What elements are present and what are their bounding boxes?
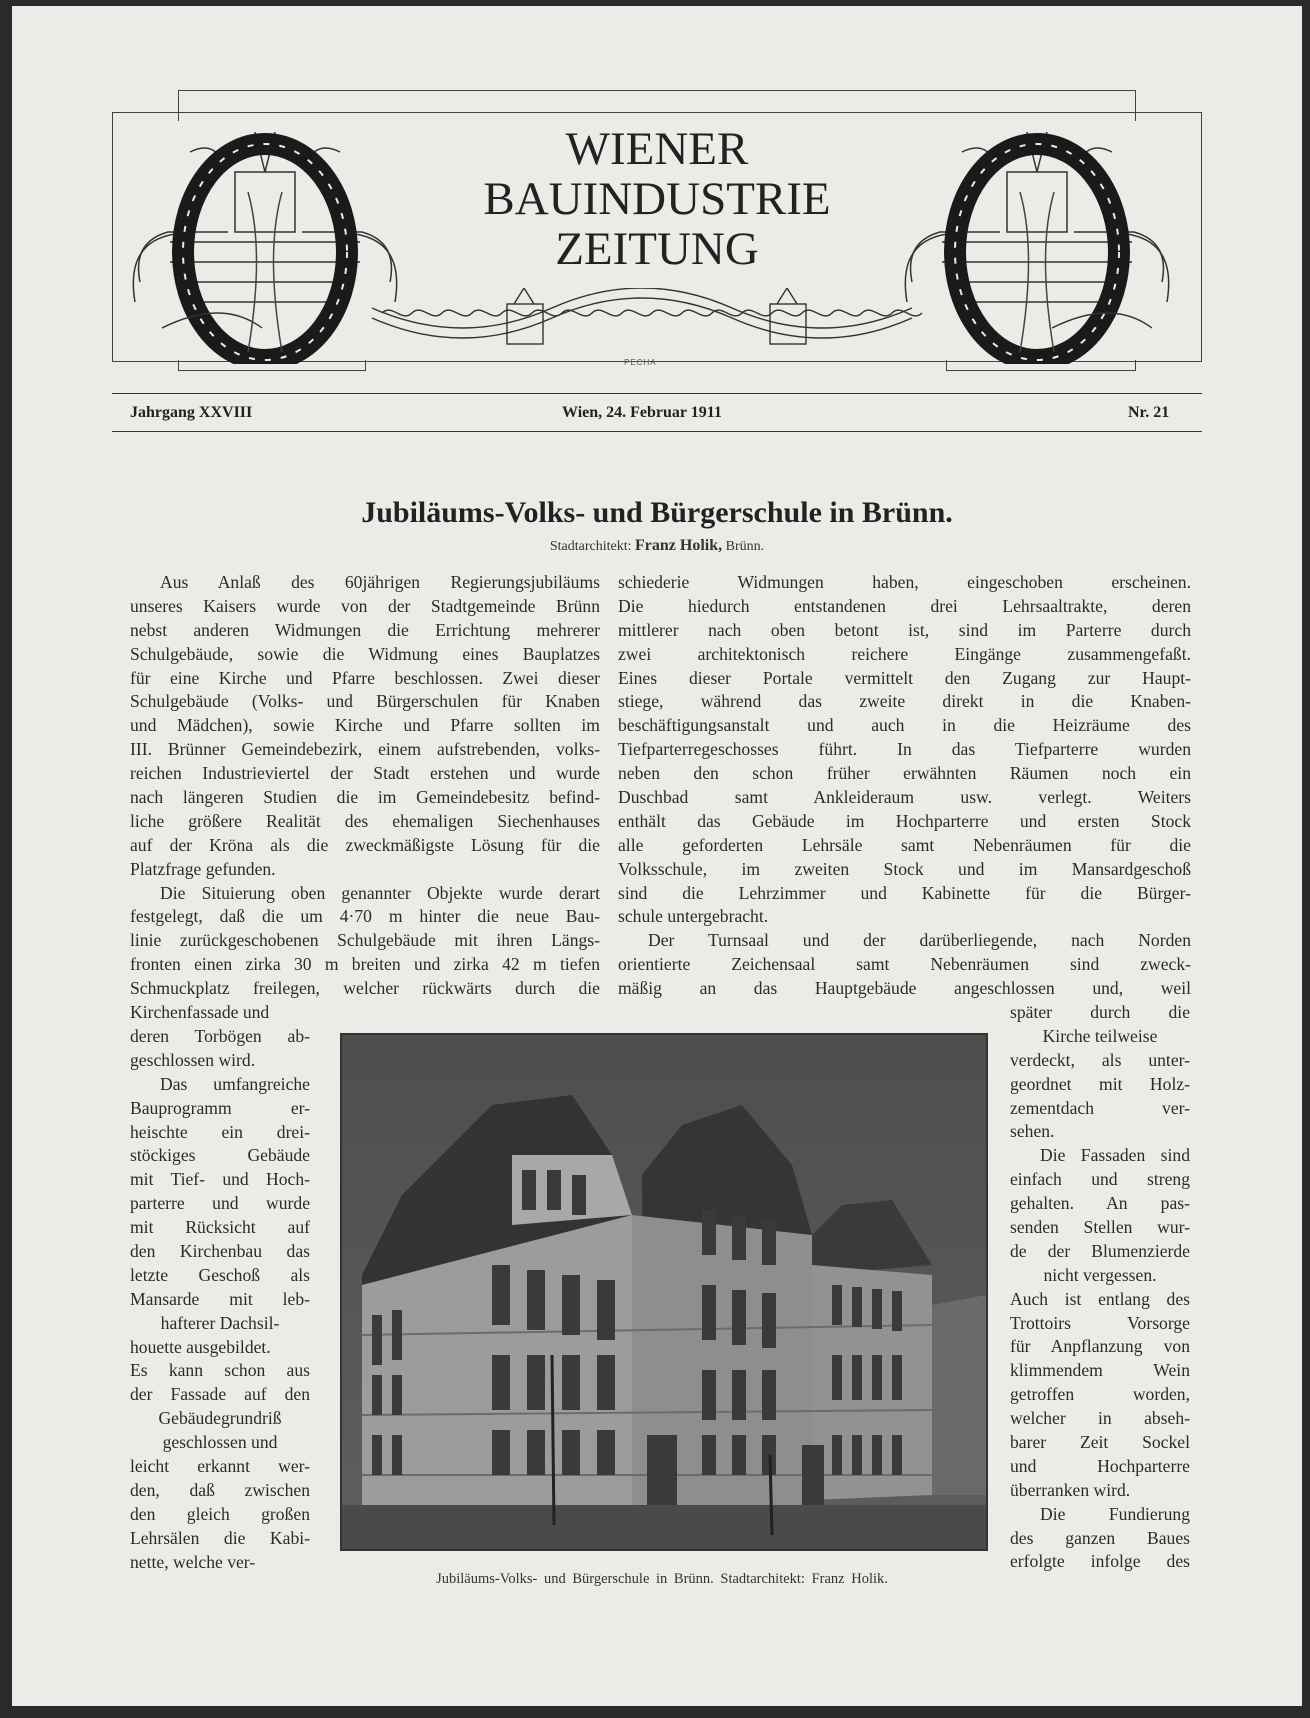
- text-line: senden Stellen wur-: [1010, 1217, 1190, 1238]
- text-line: den, daß zwischen: [130, 1479, 310, 1500]
- text-line: heischte ein drei-: [130, 1121, 310, 1142]
- text-line: Es kann schon aus: [130, 1360, 310, 1381]
- text-line: leicht erkannt wer-: [130, 1456, 310, 1477]
- text-line: Auch ist entlang des: [1010, 1288, 1190, 1309]
- text-line: schule untergebracht.: [618, 906, 769, 927]
- text-line: und Mädchen), sowie Kirche und Pfarre sollten im: [130, 715, 600, 736]
- artist-signature: PECHA: [624, 358, 657, 367]
- text-line: houette ausgebildet.: [130, 1336, 271, 1357]
- text-line: klimmendem Wein: [1010, 1360, 1190, 1381]
- text-line: stiege, während das zweite direkt in die Knaben-: [618, 691, 1191, 712]
- issue-volume: Jahrgang XXVIII: [130, 404, 253, 421]
- right-column-text: [618, 571, 1191, 1001]
- text-line: nette, welche ver-: [130, 1551, 256, 1572]
- text-line: für eine Kirche und Pfarre beschlossen. Zwei dieser: [130, 667, 600, 688]
- text-line: mäßig an das Hauptgebäude angeschlossen und, weil: [618, 978, 1191, 999]
- text-line: nach längeren Studien die im Gemeindebesitz befind-: [130, 787, 600, 808]
- text-line: mit Rücksicht auf: [130, 1217, 310, 1238]
- text-line: mit Tief- und Hoch-: [130, 1169, 310, 1190]
- text-line: gehalten. An pas-: [1010, 1193, 1190, 1214]
- masthead-title: [412, 124, 902, 274]
- text-line: Lehrsälen die Kabi-: [130, 1527, 310, 1548]
- issue-rule-bottom: [112, 431, 1202, 432]
- text-line: de der Blumenzierde: [1010, 1240, 1190, 1261]
- text-line: reichen Industrieviertel der Stadt erstehen und wurde: [130, 763, 600, 784]
- text-line: Kirche teilweise: [1042, 1025, 1158, 1046]
- text-line: verdeckt, als unter-: [1010, 1049, 1190, 1070]
- building-photograph: [340, 1033, 988, 1551]
- masthead-title-line-2: BAUINDUSTRIE: [483, 173, 831, 225]
- text-line: mittlerer nach oben betont ist, sind im Parterre durch: [618, 619, 1191, 640]
- text-line: Gebäudegrundriß: [158, 1408, 282, 1429]
- text-line: schiederie Widmungen haben, eingeschoben erscheinen.: [618, 572, 1191, 592]
- text-line: Duschbad samt Ankleideraum usw. verlegt. Weiters: [618, 787, 1191, 808]
- text-line: des ganzen Baues: [1010, 1527, 1190, 1548]
- text-line: Eines dieser Portale vermittelt den Zugang zur Haupt-: [618, 667, 1191, 688]
- right-column-narrow-text: [1010, 1001, 1190, 1574]
- text-line: Die Fassaden sind: [1040, 1145, 1190, 1166]
- school-building-illustration: [342, 1035, 986, 1549]
- garland-ornament: [142, 288, 1172, 348]
- text-line: Die Fundierung: [1040, 1503, 1190, 1524]
- masthead-title-line-1: WIENER: [565, 123, 749, 175]
- text-line: Schmuckplatz freilegen, welcher rückwärts durch die: [130, 978, 600, 999]
- text-line: fronten einen zirka 30 m breiten und zirka 42 m tiefen: [130, 954, 600, 975]
- issue-date: Wien, 24. Februar 1911: [562, 404, 722, 421]
- text-line: alle geforderten Lehrsäle samt Nebenräumen für die: [618, 834, 1191, 855]
- text-line: Schulgebäude (Volks- und Bürgerschulen für Knaben: [130, 691, 600, 712]
- text-line: geschlossen und: [162, 1432, 278, 1453]
- text-line: getroffen worden,: [1010, 1384, 1190, 1405]
- text-line: letzte Geschoß als: [130, 1264, 310, 1285]
- text-line: Das umfangreiche: [160, 1073, 310, 1094]
- text-line: Die Situierung oben genannter Objekte wurde derart: [160, 882, 600, 903]
- text-line: Bauprogramm er-: [130, 1097, 310, 1118]
- left-column-text: [130, 571, 600, 1025]
- newspaper-page: [12, 6, 1302, 1706]
- text-line: zwei architektonisch reichere Eingänge zusammengefaßt.: [618, 643, 1191, 664]
- text-line: festgelegt, daß die um 4·70 m hinter die neue Bau-: [130, 906, 600, 927]
- text-line: hafterer Dachsil-: [160, 1312, 280, 1333]
- text-line: den Kirchenbau das: [130, 1241, 310, 1262]
- text-line: den gleich großen: [130, 1503, 310, 1524]
- text-line: Tiefparterregeschosses führt. In das Tiefparterre wurden: [618, 739, 1191, 760]
- text-line: unseres Kaisers wurde von der Stadtgemeinde Brünn: [130, 595, 600, 616]
- text-line: Schulgebäude, sowie die Widmung eines Bauplatzes: [130, 643, 600, 664]
- text-line: später durch die: [1010, 1002, 1190, 1022]
- text-line: III. Brünner Gemeindebezirk, einem aufstrebenden, volks-: [130, 739, 600, 760]
- text-line: nicht vergessen.: [1043, 1264, 1157, 1285]
- left-column-narrow-text: [130, 1025, 310, 1574]
- text-line: auf der Kröna als die zweckmäßigste Lösung für die: [130, 834, 600, 855]
- text-line: und Hochparterre: [1010, 1455, 1190, 1476]
- text-line: Trottoirs Vorsorge: [1010, 1312, 1190, 1333]
- photo-caption: Jubiläums-Volks- und Bürgerschule in Brünn. Stadtarchitekt: Franz Holik.: [436, 1571, 888, 1587]
- text-line: geschlossen wird.: [130, 1049, 256, 1070]
- text-line: Mansarde mit leb-: [130, 1288, 310, 1309]
- text-line: beschäftigungsanstalt und auch in die Heizräume des: [618, 715, 1191, 736]
- article-headline: Jubiläums-Volks- und Bürgerschule in Brünn.: [361, 496, 953, 529]
- article-byline: [112, 537, 1202, 555]
- text-line: neben den schon früher erwähnten Räumen noch ein: [618, 763, 1191, 784]
- text-line: der Fassade auf den: [130, 1384, 310, 1405]
- text-line: überranken wird.: [1010, 1479, 1131, 1500]
- text-line: nebst anderen Widmungen die Errichtung mehrerer: [130, 619, 600, 640]
- text-line: liche größere Realität des ehemaligen Siechenhauses: [130, 810, 600, 831]
- text-line: stöckiges Gebäude: [130, 1145, 310, 1166]
- text-line: enthält das Gebäude im Hochparterre und ersten Stock: [618, 810, 1191, 831]
- text-line: parterre und wurde: [130, 1193, 310, 1214]
- text-line: sehen.: [1010, 1121, 1055, 1142]
- byline-architect-name: Franz Holik,: [635, 537, 723, 554]
- byline-prefix: Stadtarchitekt:: [549, 539, 632, 554]
- text-line: barer Zeit Sockel: [1010, 1432, 1190, 1453]
- text-line: erfolgte infolge des: [1010, 1551, 1190, 1572]
- byline-place: Brünn.: [725, 539, 765, 554]
- text-line: sind die Lehrzimmer und Kabinette für die Bürger-: [618, 882, 1191, 903]
- masthead-title-line-3: ZEITUNG: [555, 223, 759, 275]
- text-line: Volksschule, im zweiten Stock und im Mansardgeschoß: [618, 858, 1191, 879]
- issue-number: Nr. 21: [1128, 404, 1170, 421]
- text-line: für Anpflanzung von: [1010, 1336, 1190, 1357]
- text-line: Aus Anlaß des 60jährigen Regierungsjubiläums: [160, 572, 600, 592]
- text-line: einfach und streng: [1010, 1169, 1190, 1190]
- text-line: Der Turnsaal und der darüberliegende, nach Norden: [648, 930, 1191, 951]
- text-line: orientierte Zeichensaal samt Nebenräumen sind zweck-: [618, 954, 1191, 975]
- text-line: Platzfrage gefunden.: [130, 858, 276, 879]
- text-line: geordnet mit Holz-: [1010, 1073, 1190, 1094]
- text-line: Die hiedurch entstandenen drei Lehrsaaltrakte, deren: [618, 595, 1191, 616]
- text-line: deren Torbögen ab-: [130, 1026, 310, 1046]
- text-line: welcher in abseh-: [1010, 1408, 1190, 1429]
- issue-rule-top: [112, 393, 1202, 394]
- text-line: Kirchenfassade und: [130, 1002, 270, 1023]
- text-line: linie zurückgeschobenen Schulgebäude mit ihren Längs-: [130, 930, 600, 951]
- text-line: zementdach ver-: [1010, 1097, 1190, 1118]
